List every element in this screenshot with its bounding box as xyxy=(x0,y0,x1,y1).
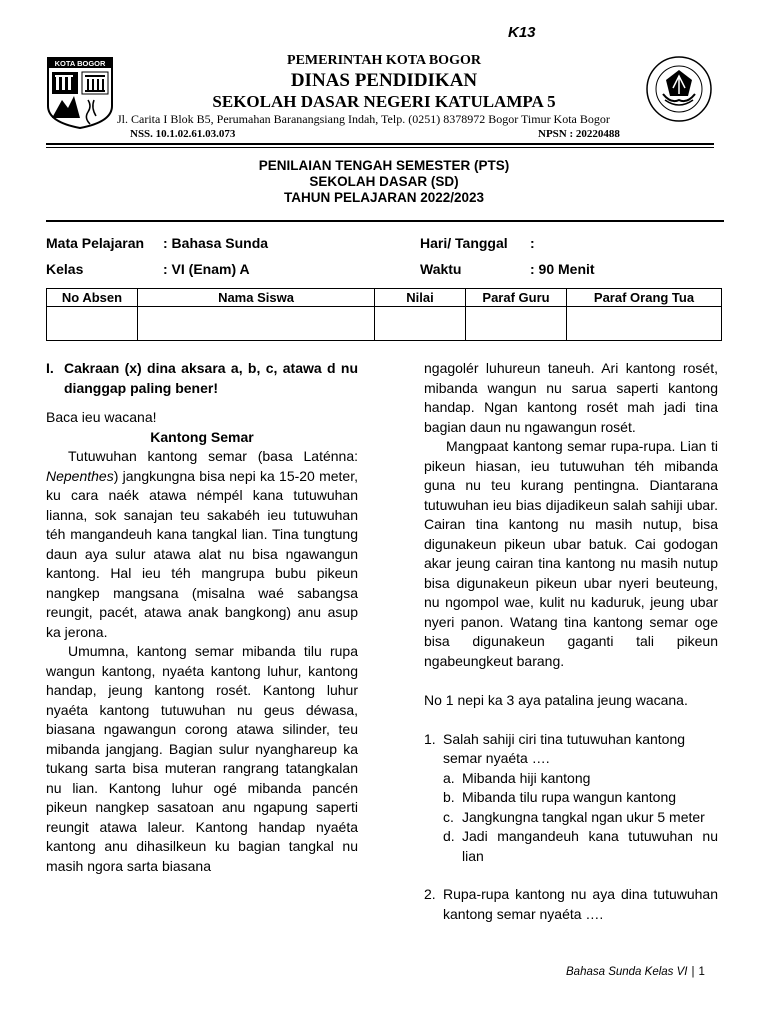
header-rule-thin xyxy=(46,147,714,148)
option-letter: d. xyxy=(443,828,455,844)
gov-line: PEMERINTAH KOTA BOGOR xyxy=(287,53,481,68)
column-header: Nilai xyxy=(375,289,466,307)
option-text: Mibanda hiji kantong xyxy=(462,769,591,786)
column-header: Paraf Guru xyxy=(466,289,567,307)
reading-title: Kantong Semar xyxy=(150,428,254,445)
answer-option[interactable] xyxy=(443,769,718,789)
class-value: : VI (Enam) A xyxy=(163,261,250,277)
question-item xyxy=(424,885,718,924)
npsn-number: NPSN : 20220488 xyxy=(538,128,620,140)
question-note: No 1 nepi ka 3 aya patalina jeung wacana. xyxy=(424,692,688,708)
time-value: : 90 Menit xyxy=(530,261,595,277)
class-label: Kelas xyxy=(46,261,84,277)
column-header: Paraf Orang Tua xyxy=(567,289,722,307)
date-label: Hari/ Tanggal xyxy=(420,235,508,251)
exam-year: TAHUN PELAJARAN 2022/2023 xyxy=(283,190,485,205)
nilai-cell[interactable] xyxy=(375,307,466,341)
table-row xyxy=(47,307,722,341)
agency-line: DINAS PENDIDIKAN xyxy=(290,70,478,91)
section-number: I. xyxy=(46,360,54,376)
page-footer xyxy=(566,966,705,978)
reading-paragraph-continued: ngagolér luhureun taneuh. Ari kantong rosét, mibanda wangun nu sarua saperti kantong handap. Ngan kantong rosét mah jadi tina bagian daun nu ngawangun rosét. xyxy=(424,360,718,435)
logo-left-label: KOTA BOGOR xyxy=(54,59,106,68)
instruction-text: Cakraan (x) dina aksara a, b, c, atawa d nu dianggap paling bener! xyxy=(64,360,358,396)
question-number: 1. xyxy=(424,730,436,747)
page-number: 1 xyxy=(698,966,705,978)
paraf-guru-cell[interactable] xyxy=(466,307,567,341)
paragraph-text: Tutuwuhan kantong semar (basa Laténna: xyxy=(68,448,358,464)
title-rule xyxy=(46,220,724,222)
option-text: Jangkungna tangkal ngan ukur 5 meter xyxy=(462,808,705,825)
reading-paragraph: Umumna, kantong semar mibanda tilu rupa wangun kantong, nyaéta kantong luhur, kantong handap, jeung kantong rosét. Kantong luhur nyaéta kantong tutuwuhan nu geus déwasa, biasana ngawangun corong atawa silinder, teu mibanda jangjang. Bagian sulur nyanghareup ka tukang sarta bisa muteran rangrang tatangkalan nu lian. Kantong luhur ogé mibanda pancén pikeun nangkep sasatoan anu ngapung saperti reungit atawa laleur. Kantong handap nyaéta kantong anu dihasilkeun ku bagian tangkal nu masih ngora sarta biasana xyxy=(46,643,358,874)
student-info-table xyxy=(46,288,722,341)
question-text: Rupa-rupa kantong nu aya dina tutuwuhan kantong semar nyaéta …. xyxy=(443,886,718,922)
option-letter: c. xyxy=(443,808,454,825)
answer-option[interactable] xyxy=(443,808,718,828)
curriculum-label: K13 xyxy=(508,24,536,41)
left-column xyxy=(46,359,358,876)
section-instruction xyxy=(46,359,358,398)
option-letter: b. xyxy=(443,789,455,805)
school-address: Jl. Carita I Blok B5, Perumahan Baranangsiang Indah, Telp. (0251) 8378972 Bogor Timur Kota Bogor xyxy=(117,112,610,126)
table-header-row xyxy=(47,289,722,307)
answer-option[interactable] xyxy=(443,827,718,866)
question-item xyxy=(424,730,718,867)
option-text: Mibanda tilu rupa wangun kantong xyxy=(462,789,677,805)
subject-label: Mata Pelajaran xyxy=(46,235,145,251)
question-number: 2. xyxy=(424,886,436,902)
question-text: Salah sahiji ciri tina tutuwuhan kantong semar nyaéta …. xyxy=(443,730,686,766)
option-text: Jadi mangandeuh kana tutuwuhan nu lian xyxy=(462,828,718,864)
option-letter: a. xyxy=(443,769,455,786)
date-value: : xyxy=(530,235,535,251)
exam-title: PENILAIAN TENGAH SEMESTER (PTS) xyxy=(258,158,510,173)
column-header: No Absen xyxy=(47,289,138,307)
reading-paragraph xyxy=(46,447,358,642)
paragraph-text: ) jangkungna bisa nepi ka 15-20 meter, ku cara naék atawa némpél kana tutuwuhan lianna, sok sanajan teu sakabéh ieu tutuwuhan téh mangandeuh kana tangkal lian. Tina tungtung daun aya sulur atawa alat nu bisa ngawangun kantong. Hal ieu téh mangrupa bubu pikeun nangkep mangsana (misalna waé sabangsa reungit, pacét, atawa anak bangkong) anu asup ka jerona. xyxy=(46,467,358,640)
subject-value: : Bahasa Sunda xyxy=(163,235,269,251)
exam-level: SEKOLAH DASAR (SD) xyxy=(309,174,459,189)
no-absen-cell[interactable] xyxy=(47,307,138,341)
footer-label: Bahasa Sunda Kelas VI xyxy=(566,966,688,978)
paraf-orang-tua-cell[interactable] xyxy=(567,307,722,341)
reading-intro: Baca ieu wacana! xyxy=(46,409,157,425)
nss-number: NSS. 10.1.02.61.03.073 xyxy=(130,128,236,140)
reading-paragraph: Mangpaat kantong semar rupa-rupa. Lian ti pikeun hiasan, ieu tutuwuhan téh mibanda guna nu teu kurang pentingna. Diantarana tutuwuhan ieu bias dijadikeun salah sahiji ubar. Cairan tina kantong nu masih nutup, bisa digunakeun pikeun ubar batuk. Cai godogan akar jeung cairan tina kantong nu masih nutup bisa digunakeun pikeun ubar nyeri beuteung, nu ngompol wae, kulit nu kaduruk, jeung ubar nyeri panon. Watang tina kantong semar oge bisa digunakeun gaganti tali pikeun ngabeungkeut barang. xyxy=(424,438,718,669)
scientific-name: Nepenthes xyxy=(46,467,114,484)
time-label: Waktu xyxy=(420,261,462,277)
column-header: Nama Siswa xyxy=(138,289,375,307)
right-column xyxy=(424,359,718,924)
nama-siswa-cell[interactable] xyxy=(138,307,375,341)
school-name: SEKOLAH DASAR NEGERI KATULAMPA 5 xyxy=(212,92,556,111)
header-rule-thick xyxy=(46,143,714,145)
answer-option[interactable] xyxy=(443,788,718,808)
footer-separator: | xyxy=(691,966,695,978)
